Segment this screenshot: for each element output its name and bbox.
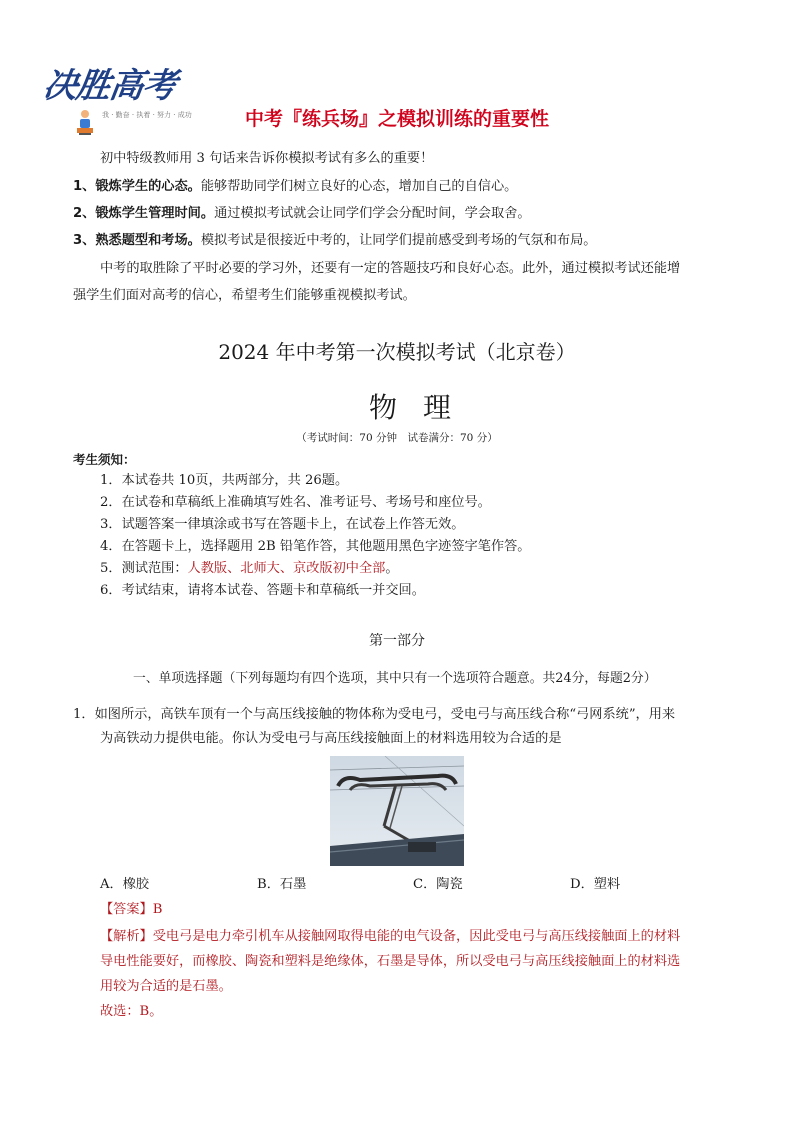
section-title: 一、单项选择题（下列每题均有四个选项，其中只有一个选项符合题意。共24分，每题2分） [133,671,657,686]
logo-text: 决胜高考 [40,66,179,106]
option-d: D．塑料 [570,877,621,892]
analysis-line-3: 用较为合适的是石墨。 [100,979,232,994]
part-heading: 第一部分 [369,633,425,649]
intro-point-3: 3、熟悉题型和考场。模拟考试是很接近中考的，让同学们提前感受到考场的气氛和布局。 [73,233,597,248]
analysis-label: 【解析】 [100,929,153,944]
option-a: A．橡胶 [100,877,150,892]
notice-label: 考生须知： [73,452,136,467]
analysis-line-2: 导电性能要好，而橡胶、陶瓷和塑料是绝缘体，石墨是导体，所以受电弓与高压线接触面上的材料选 [100,954,681,969]
notice-3: 3．试题答案一律填涂或书写在答题卡上，在试卷上作答无效。 [100,517,465,532]
conclusion-line: 故选：B。 [100,1004,163,1019]
question-1-line-2: 为高铁动力提供电能。你认为受电弓与高压线接触面上的材料选用较为合适的是 [100,731,562,746]
analysis-line-1: 【解析】受电弓是电力牵引机车从接触网取得电能的电气设备，因此受电弓与高压线接触面上的材料 [100,929,681,944]
intro-point-1: 1、锻炼学生的心态。能够帮助同学们树立良好的心态，增加自己的自信心。 [73,179,518,194]
answer-label: 【答案】 [100,902,153,917]
question-1-line-1: 1．如图所示，高铁车顶有一个与高压线接触的物体称为受电弓，受电弓与高压线合称“弓网系统”，用来 [73,707,676,722]
intro-closing-line-1: 中考的取胜除了平时必要的学习外，还要有一定的答题技巧和良好心态。此外，通过模拟考试还能增 [100,261,681,276]
notice-2: 2．在试卷和草稿纸上准确填写姓名、准考证号、考场号和座位号。 [100,495,491,510]
notice-6: 6．考试结束，请将本试卷、答题卡和草稿纸一并交回。 [100,583,425,598]
intro-point-2: 2、锻炼学生管理时间。通过模拟考试就会让同学们学会分配时间，学会取舍。 [73,206,531,221]
option-b: B．石墨 [257,877,307,892]
intro-closing-line-2: 强学生们面对高考的信心，希望考生们能够重视模拟考试。 [73,288,416,303]
option-c: C．陶瓷 [413,877,463,892]
exam-subject: 物理 [368,391,477,424]
test-range: 人教版、北师大、京改版初中全部 [187,561,386,576]
intro-lead: 初中特级教师用 3 句话来告诉你模拟考试有多么的重要！ [100,151,434,166]
answer-value: B [152,902,163,917]
notice-4: 4．在答题卡上，选择题用 2B 铅笔作答，其他题用黑色字迹签字笔作答。 [100,539,531,554]
notice-1: 1．本试卷共 10页，共两部分，共 26题。 [100,473,349,488]
notice-5: 5．测试范围：人教版、北师大、京改版初中全部。 [100,561,399,576]
exam-title: 2024 年中考第一次模拟考试（北京卷） [218,340,576,364]
exam-time-info: （考试时间：70 分钟 试卷满分：70 分） [296,432,498,444]
banner-title: 中考『练兵场』之模拟训练的重要性 [244,108,549,130]
pantograph-photo [330,756,464,866]
answer-line [100,899,162,921]
logo-subtext: 我 · 勤奋 · 执着 · 努力 · 成功 [102,111,192,119]
